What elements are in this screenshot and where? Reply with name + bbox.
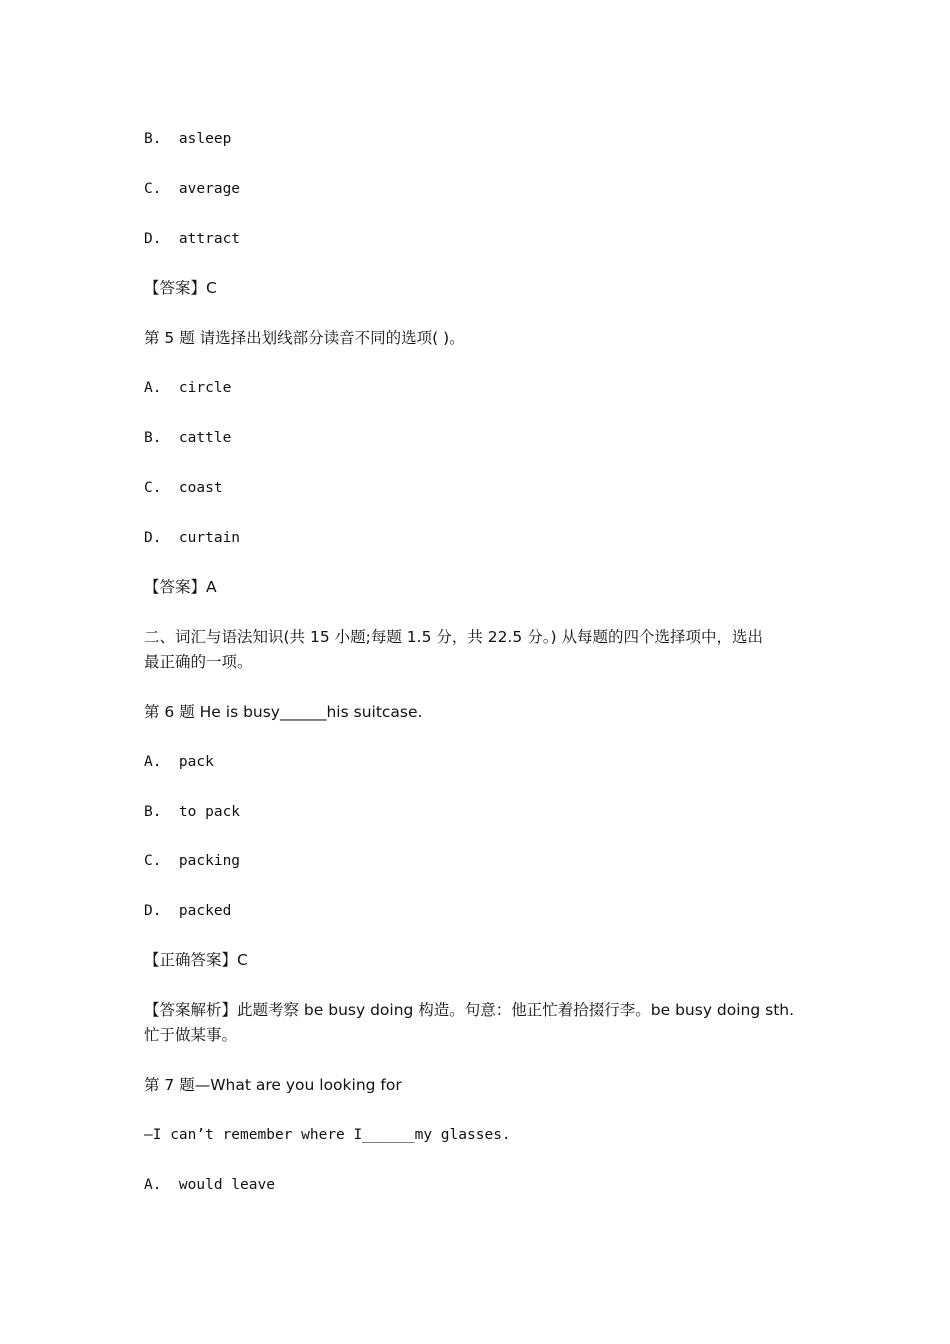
section2-heading-line2: 最正确的一项。 — [144, 653, 253, 671]
q6-option-a: A. pack — [144, 754, 214, 770]
q5-option-d: D. curtain — [144, 530, 241, 546]
q4-option-d: D. attract — [144, 231, 241, 247]
q5-option-a: A. circle — [144, 380, 232, 396]
q7-option-a: A. would leave — [144, 1177, 275, 1193]
q6-analysis-line2: 忙于做某事。 — [144, 1026, 238, 1044]
q5-answer: 【答案】A — [144, 578, 217, 596]
q6-option-b: B. to pack — [144, 804, 241, 820]
q4-option-b: B. asleep — [144, 131, 232, 147]
section2-heading-line1: 二、词汇与语法知识(共 15 小题;每题 1.5 分，共 22.5 分。) 从每题的四个选择项中，选出 — [144, 628, 763, 646]
q6-answer: 【正确答案】C — [144, 951, 248, 969]
q4-answer: 【答案】C — [144, 279, 217, 297]
q6-analysis-line1: 【答案解析】此题考察 be busy doing 构造。句意：他正忙着拾掇行李。be busy doing sth. — [144, 1001, 795, 1019]
q5-option-c: C. coast — [144, 480, 223, 496]
q6-option-d: D. packed — [144, 903, 232, 919]
q7-dialog: —I can’t remember where I______my glasses. — [144, 1127, 511, 1143]
q5-question: 第 5 题 请选择出划线部分读音不同的选项( )。 — [144, 329, 465, 347]
q4-option-c: C. average — [144, 181, 241, 197]
q6-option-c: C. packing — [144, 853, 241, 869]
q5-option-b: B. cattle — [144, 430, 232, 446]
q6-question: 第 6 题 He is busy______his suitcase. — [144, 703, 423, 721]
q7-question: 第 7 题—What are you looking for — [144, 1076, 402, 1094]
